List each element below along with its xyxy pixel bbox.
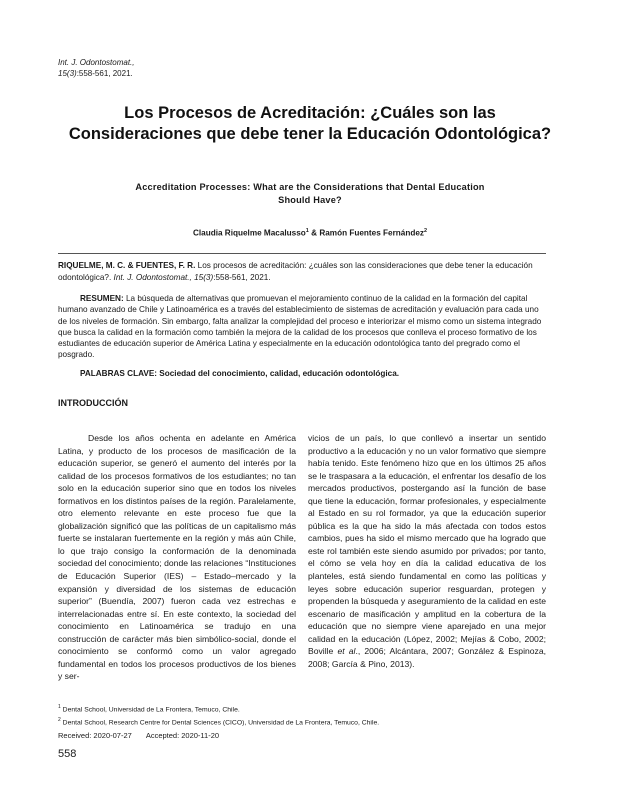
body-column-left: Desde los años ochenta en adelante en América Latina, y producto de los procesos de masificación de la educación superior, se generó el aumento del interés por la calidad de los procesos formativos de los estudiantes; no tan solo en la educación superior sino que en todos los niveles formativos en los distintos países de la región. Paralelamente, otro elemento relevante en este proceso fue que la globalización significó que las políticas de un capitalismo más fuerte se instalaran fuertemente en la región y más aún Chile, lo que trajo consigo la conformación de la denominada sociedad del conocimiento; donde las relaciones “Instituciones de Educación Superior (IES) – Estado–mercado y la expansión y diversidad de los sistemas de educación superior” (Buendía, 2007) fueron cada vez estrechas e interrelacionadas entre sí. En este contexto, la sociedad del conocimiento en Latinoamérica se tradujo en una construcción de carácter más bien simbólico-social, donde el conocimiento se conformó como un valor agregado fundamental en todos los procesos productivos de los bienes y ser- [58, 433, 296, 682]
abstract-text: La búsqueda de alternativas que promuevan el mejoramiento continuo de la calidad en la formación del capital humano avanzado de Chile y Latinoamérica es a través del establecimiento de sistemas de acreditación y evaluación para cada uno de los niveles de formación. Sin embargo, falta analizar la complejidad del proceso e interiorizar el mismo como un sistema integrado que busca la calidad en la formación como también la mejora de la calidad de los procesos que conlleva el proceso formativo de los estudiantes de educación superior de América Latina y especialmente en la educación odontológica tanto del pregrado como el posgrado. [58, 294, 542, 360]
author-separator: & [308, 228, 320, 238]
section-heading: INTRODUCCIÓN [58, 398, 128, 408]
citation-pages: :558-561, 2021. [213, 272, 271, 282]
footnotes [58, 702, 379, 729]
citation-authors: RIQUELME, M. C. & FUENTES, F. R. [58, 261, 196, 270]
footnote-2 [58, 715, 379, 728]
body-right-text-1: vicios de un país, lo que conllevó a insertar un sentido productivo a la educación y no un valor formativo que siempre había tenido. Este fenómeno hizo que en los últimos 25 años se le traspasara a la educación, el enfrentar los desafío de los mercados productivos, postergando así la función de base que tiene la educación, formar profesionales, y especialmente al Estado en su rol formador, ya que la educación superior pública es la que ha sido la más afectada con todos estos cambios, pues ha sido el mismo mercado que ha logrado que este rol también este siendo asumido por privados; por tanto, el cómo se vela hoy en día la calidad educativa de los planteles, está siendo fundamental en como las políticas y leyes sobre educación superior resguardan, protegen y propenden la búsqueda y aseguramiento de la calidad en este escenario de masificación y amplitud en la cobertura de la educación que no siempre viene aparejado en una mejor calidad en la educación (López, 2002; Mejías & Cobo, 2002; Boville [308, 433, 546, 657]
author-2-affiliation: 2 [423, 228, 428, 234]
body-right-etal: et al [337, 646, 356, 657]
abstract-label: RESUMEN: [80, 294, 124, 303]
author-line [60, 228, 560, 238]
author-1-affiliation: 1 [305, 228, 309, 234]
keywords: PALABRAS CLAVE: Sociedad del conocimiento, calidad, educación odontológica. [80, 369, 400, 378]
received-date: Received: 2020-07-27 [58, 731, 132, 740]
journal-volume-pages [58, 68, 134, 79]
page-number: 558 [58, 748, 77, 760]
body-right-text-2: ., 2006; Alcántara, 2007; González & Espinoza, 2008; García & Pino, 2013). [308, 646, 547, 669]
citation [58, 260, 546, 283]
submission-dates [58, 731, 233, 740]
footnote-2-number: 2 [58, 717, 61, 724]
author-2: Ramón Fuentes Fernández [319, 228, 424, 238]
article-title: Los Procesos de Acreditación: ¿Cuáles son las Consideraciones que debe tener la Educación Odontológica? [68, 104, 552, 143]
citation-text: Los procesos de acreditación: ¿cuáles son las consideraciones que debe tener la educación odontológica?. [58, 261, 533, 282]
footnote-1-number: 1 [58, 704, 61, 710]
journal-pages-year: :558-561, 2021. [76, 69, 133, 78]
journal-name: Int. J. Odontostomat., [58, 58, 135, 67]
journal-volume: 15(3) [58, 69, 77, 78]
author-1: Claudia Riquelme Macalusso [192, 228, 306, 238]
abstract [58, 293, 546, 361]
footnote-1-text: Dental School, Universidad de La Frontera, Temuco, Chile. [60, 706, 240, 714]
footnote-2-text: Dental School, Research Centre for Dental Sciences (CICO), Universidad de La Frontera, Temuco, Chile. [60, 719, 380, 727]
english-title: Accreditation Processes: What are the Considerations that Dental Education Should Have? [135, 182, 485, 205]
citation-divider [58, 253, 546, 254]
footnote-1 [58, 702, 379, 715]
body-column-right [308, 432, 546, 670]
accepted-date: Accepted: 2020-11-20 [145, 731, 220, 740]
journal-reference [58, 57, 134, 79]
citation-journal: Int. J. Odontostomat., 15(3) [113, 272, 214, 282]
